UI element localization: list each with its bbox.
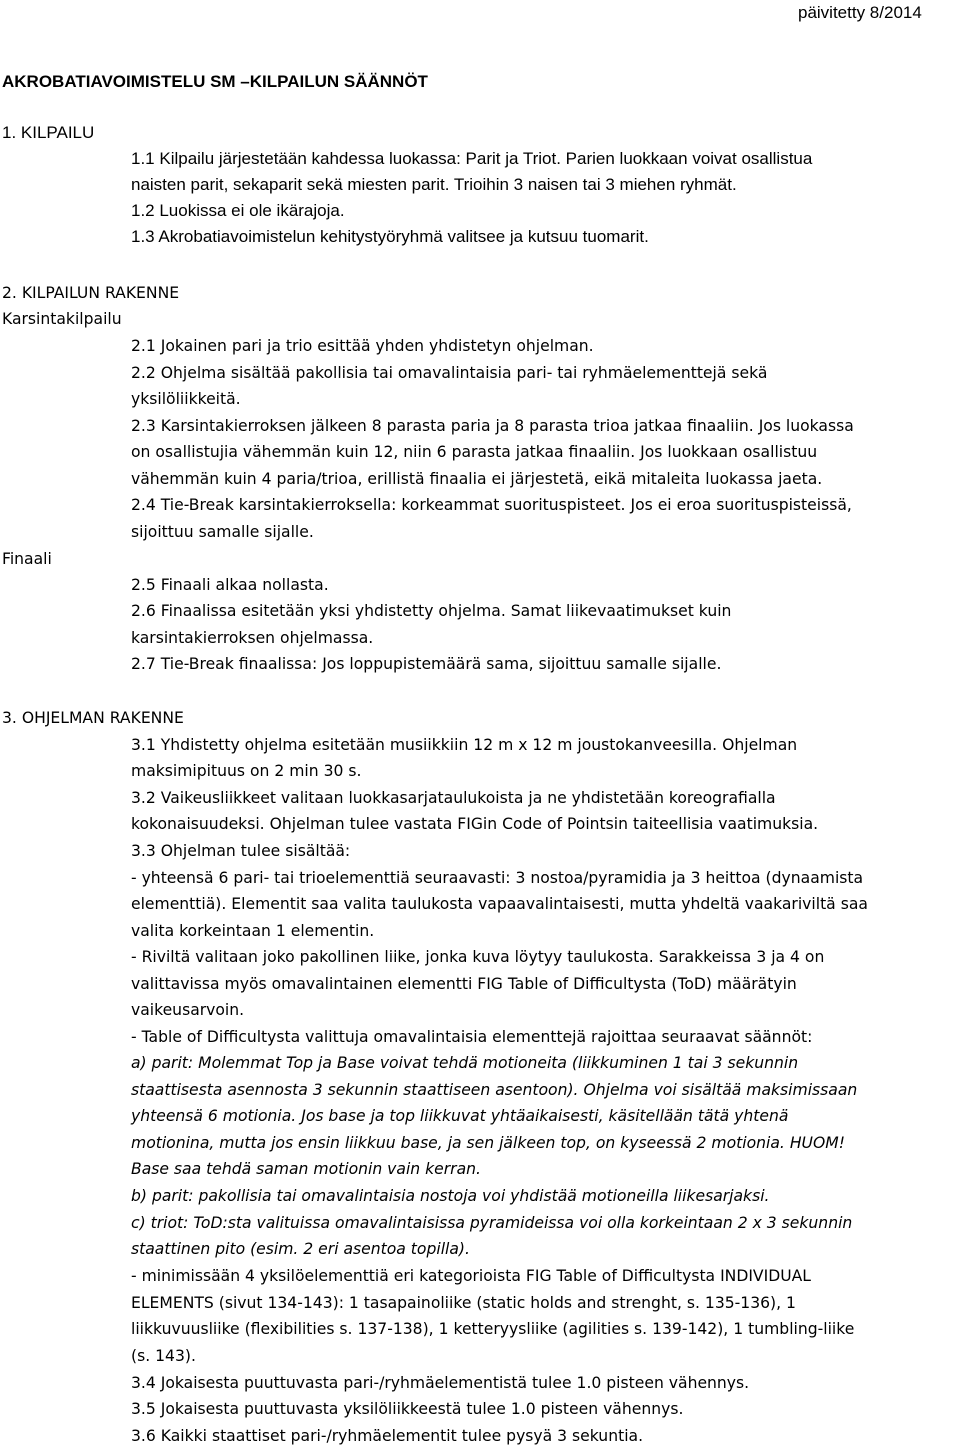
paragraph-line: - Table of Difficultysta valittuja omavalintaisia elementtejä rajoittaa seuraavat säännöt: xyxy=(131,1028,813,1046)
section-2-heading: 2. KILPAILUN RAKENNE xyxy=(2,284,180,302)
paragraph-line: vähemmän kuin 4 paria/trioa, erillistä finaalia ei järjestetä, eikä mitaleita luokassa jaeta. xyxy=(131,470,823,488)
paragraph-line: 3.4 Jokaisesta puuttuvasta pari-/ryhmäelementistä tulee 1.0 pisteen vähennys. xyxy=(131,1374,750,1392)
paragraph-line: - Riviltä valitaan joko pakollinen liike, jonka kuva löytyy taulukosta. Sarakkeissa 3 ja 4 on xyxy=(131,948,825,966)
paragraph-line: ELEMENTS (sivut 134-143): 1 tasapainoliike (static holds and strenght, s. 135-136), 1 xyxy=(131,1294,796,1312)
paragraph-line: maksimipituus on 2 min 30 s. xyxy=(131,762,362,780)
updated-date: päivitetty 8/2014 xyxy=(798,3,922,22)
subheading-finaali: Finaali xyxy=(2,550,52,568)
section-3-heading: 3. OHJELMAN RAKENNE xyxy=(2,709,184,727)
paragraph-line: 1.1 Kilpailu järjestetään kahdessa luokassa: Parit ja Triot. Parien luokkaan voivat osallistua xyxy=(131,149,813,168)
italic-line: staattinen pito (esim. 2 eri asentoa topilla). xyxy=(131,1240,470,1258)
paragraph-line: valita korkeintaan 1 elementin. xyxy=(131,922,375,940)
paragraph-line: elementtiä). Elementit saa valita taulukosta vapaavalintaisesti, mutta yhdeltä vaakariviltä saa xyxy=(131,895,868,913)
paragraph-line: 3.6 Kaikki staattiset pari-/ryhmäelementit tulee pysyä 3 sekuntia. xyxy=(131,1427,644,1445)
paragraph-line: 2.2 Ohjelma sisältää pakollisia tai omavalintaisia pari- tai ryhmäelementtejä sekä xyxy=(131,364,768,382)
italic-line: motionina, mutta jos ensin liikkuu base, ja sen jälkeen top, on kyseessä 2 motionia. HUOM! xyxy=(131,1134,845,1152)
paragraph-line: 1.3 Akrobatiavoimistelun kehitystyöryhmä valitsee ja kutsuu tuomarit. xyxy=(131,227,649,246)
paragraph-line: 3.2 Vaikeusliikkeet valitaan luokkasarjataulukoista ja ne yhdistetään koreografialla xyxy=(131,789,776,807)
paragraph-line: 2.6 Finaalissa esitetään yksi yhdistetty ohjelma. Samat liikevaatimukset kuin xyxy=(131,602,732,620)
paragraph-line: - yhteensä 6 pari- tai trioelementtiä seuraavasti: 3 nostoa/pyramidia ja 3 heittoa (dynaamista xyxy=(131,869,864,887)
subheading-karsintakilpailu: Karsintakilpailu xyxy=(2,310,122,328)
italic-line: a) parit: Molemmat Top ja Base voivat tehdä motioneita (liikkuminen 1 tai 3 sekunnin xyxy=(131,1054,799,1072)
paragraph-line: karsintakierroksen ohjelmassa. xyxy=(131,629,374,647)
paragraph-line: 2.5 Finaali alkaa nollasta. xyxy=(131,576,329,594)
paragraph-line: 3.3 Ohjelman tulee sisältää: xyxy=(131,842,351,860)
paragraph-line: 3.1 Yhdistetty ohjelma esitetään musiikkiin 12 m x 12 m joustokanveesilla. Ohjelman xyxy=(131,736,798,754)
paragraph-line: 2.1 Jokainen pari ja trio esittää yhden yhdistetyn ohjelman. xyxy=(131,337,594,355)
paragraph-line: 1.2 Luokissa ei ole ikärajoja. xyxy=(131,201,345,220)
section-1-heading: 1. KILPAILU xyxy=(2,123,95,142)
paragraph-line: sijoittuu samalle sijalle. xyxy=(131,523,314,541)
paragraph-line: 2.4 Tie-Break karsintakierroksella: korkeammat suorituspisteet. Jos ei eroa suorituspisteissä, xyxy=(131,496,852,514)
paragraph-line: on osallistujia vähemmän kuin 12, niin 6 parasta jatkaa finaaliin. Jos luokkaan osallistuu xyxy=(131,443,818,461)
paragraph-line: - minimissään 4 yksilöelementtiä eri kategorioista FIG Table of Difficultysta INDIVIDUAL xyxy=(131,1267,811,1285)
paragraph-line: valittavissa myös omavalintainen elementti FIG Table of Difficultysta (ToD) määrätyin xyxy=(131,975,797,993)
italic-line: b) parit: pakollisia tai omavalintaisia nostoja voi yhdistää motioneilla liikesarjaksi. xyxy=(131,1187,770,1205)
paragraph-line: 2.7 Tie-Break finaalissa: Jos loppupistemäärä sama, sijoittuu samalle sijalle. xyxy=(131,655,722,673)
italic-line: Base saa tehdä saman motionin vain kerran. xyxy=(131,1160,481,1178)
paragraph-line: 3.5 Jokaisesta puuttuvasta yksilöliikkeestä tulee 1.0 pisteen vähennys. xyxy=(131,1400,684,1418)
italic-line: yhteensä 6 motionia. Jos base ja top liikkuvat yhtäaikaisesti, käsitellään tätä yhtenä xyxy=(131,1107,789,1125)
paragraph-line: (s. 143). xyxy=(131,1347,196,1365)
paragraph-line: 2.3 Karsintakierroksen jälkeen 8 parasta paria ja 8 parasta trioa jatkaa finaaliin. Jos luokassa xyxy=(131,417,854,435)
paragraph-line: vaikeusarvoin. xyxy=(131,1001,245,1019)
italic-line: staattisesta asennosta 3 sekunnin staattiseen asentoon). Ohjelma voi sisältää maksimissaan xyxy=(131,1081,858,1099)
paragraph-line: kokonaisuudeksi. Ohjelman tulee vastata FIGin Code of Pointsin taiteellisia vaatimuksia. xyxy=(131,815,819,833)
paragraph-line: liikkuvuusliike (flexibilities s. 137-138), 1 ketteryysliike (agilities s. 139-142), 1 tumbling-liike xyxy=(131,1320,855,1338)
italic-line: c) triot: ToD:sta valituissa omavalintaisissa pyramideissa voi olla korkeintaan 2 x 3 sekunnin xyxy=(131,1214,853,1232)
document-title: AKROBATIAVOIMISTELU SM –KILPAILUN SÄÄNNÖT xyxy=(2,72,428,91)
paragraph-line: naisten parit, sekaparit sekä miesten parit. Trioihin 3 naisen tai 3 miehen ryhmät. xyxy=(131,175,737,194)
paragraph-line: yksilöliikkeitä. xyxy=(131,390,241,408)
